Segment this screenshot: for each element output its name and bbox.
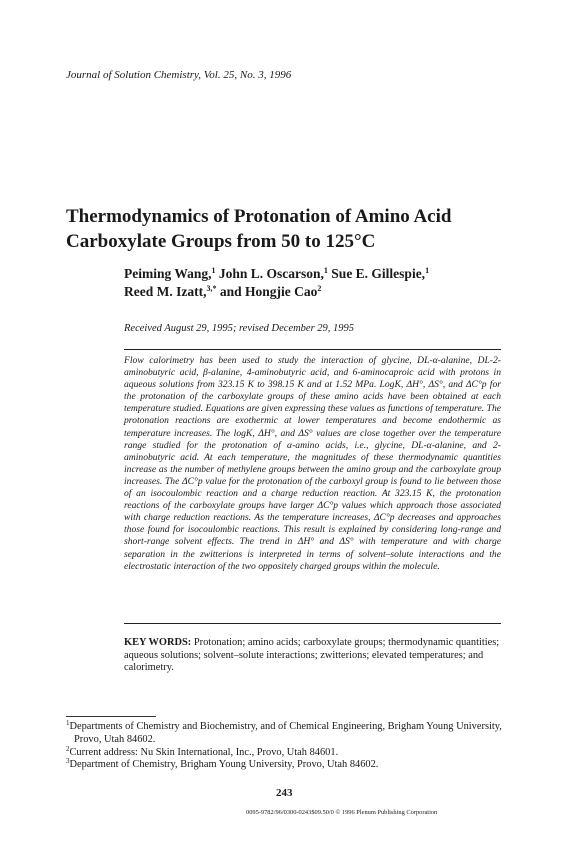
author-affiliation-mark: 1 (211, 266, 216, 275)
footnote-text: Departments of Chemistry and Biochemistry, and of Chemical Engineering, Brigham Young University, Provo, Utah 84602. (69, 721, 502, 745)
footnote-mark: 1 (66, 719, 70, 727)
paper-title: Thermodynamics of Protonation of Amino Acid Carboxylate Groups from 50 to 125°C (66, 206, 452, 252)
abstract-bottom-rule (124, 623, 501, 624)
footnote (66, 721, 511, 747)
author-name: Reed M. Izatt, (124, 284, 207, 299)
keywords-text: Protonation; amino acids; carboxylate groups; thermodynamic quantities; aqueous solutions; solvent–solute interactions; zwitterions; elevated temperatures; and calorimetry. (124, 637, 500, 674)
footnotes (66, 721, 511, 772)
footnote-text: Current address: Nu Skin International, Inc., Provo, Utah 84601. (69, 746, 339, 758)
author-name: and Hongjie Cao (219, 284, 318, 299)
author-name: Peiming Wang, (124, 266, 212, 281)
abstract-text: Flow calorimetry has been used to study the interaction of glycine, DL-α-alanine, DL-2-aminobutyric acid, β-alanine, 4-aminobutyric acid, and 6-aminocaproic acid with protons in aqueous solutions from 323.15 K to 398.15 K and at 1.52 MPa. LogK, ΔH°, ΔS°, and ΔC°p for the protonation of the carboxylate groups of these amino acids have been obtained at each temperature studied. Equations are given expressing these values as functions of temperature. The protonation reactions are exothermic at lower temperatures and become endothermic as temperature increases. The logK, ΔH°, and ΔS° values are close together over the temperature range studied for the protonation of α-amino acids, i.e., glycine, DL-α-alanine, and 2-aminobutyric acid. At each temperature, the magnitudes of these thermodynamic quantities increase as the number of methylene groups between the amino group and the carboxylate group increases. The ΔC°p value for the protonation of the carboxyl group is found to lie between those of an isocoulombic reaction and a charge reduction reaction. At 323.15 K, the protonation reactions of the carboxylate groups have larger ΔC°p values which approach those associated with charge reduction reactions. As the temperature increases, ΔC°p decreases and approaches those found for isocoulombic reactions. This result is explained by considering long-range and short-range solvent effects. The trend in ΔH° and ΔS° with temperature and with charge separation in the zwitterions is interpreted in terms of solvent–solute interactions and the electrostatic interaction of the two oppositely charged groups within the molecule. (124, 355, 501, 572)
author-list (124, 265, 524, 301)
author-affiliation-mark: 1 (323, 266, 328, 275)
footnote (66, 759, 511, 772)
author-name: John L. Oscarson, (218, 266, 324, 281)
abstract-top-rule (124, 349, 501, 350)
copyright-line: 0095-9782/96/0300-0243$09.50/0 © 1996 Plenum Publishing Corporation (246, 809, 438, 816)
journal-citation: Journal of Solution Chemistry, Vol. 25, No. 3, 1996 (66, 69, 292, 81)
keywords-label: KEY WORDS: (124, 637, 192, 648)
keywords (124, 637, 501, 675)
footnote-text: Department of Chemistry, Brigham Young University, Provo, Utah 84602. (69, 759, 379, 771)
footnote-mark: 2 (66, 744, 70, 753)
author-affiliation-mark: 1 (425, 266, 430, 275)
received-dates: Received August 29, 1995; revised December 29, 1995 (124, 323, 355, 334)
author-name: Sue E. Gillespie, (331, 266, 426, 281)
footnote (66, 744, 511, 760)
footnote-rule (66, 716, 156, 717)
footnote-mark: 3 (66, 757, 70, 766)
page-number: 243 (276, 787, 293, 799)
author-affiliation-mark: 3,* (206, 284, 217, 293)
author-affiliation-mark: 2 (317, 284, 322, 293)
